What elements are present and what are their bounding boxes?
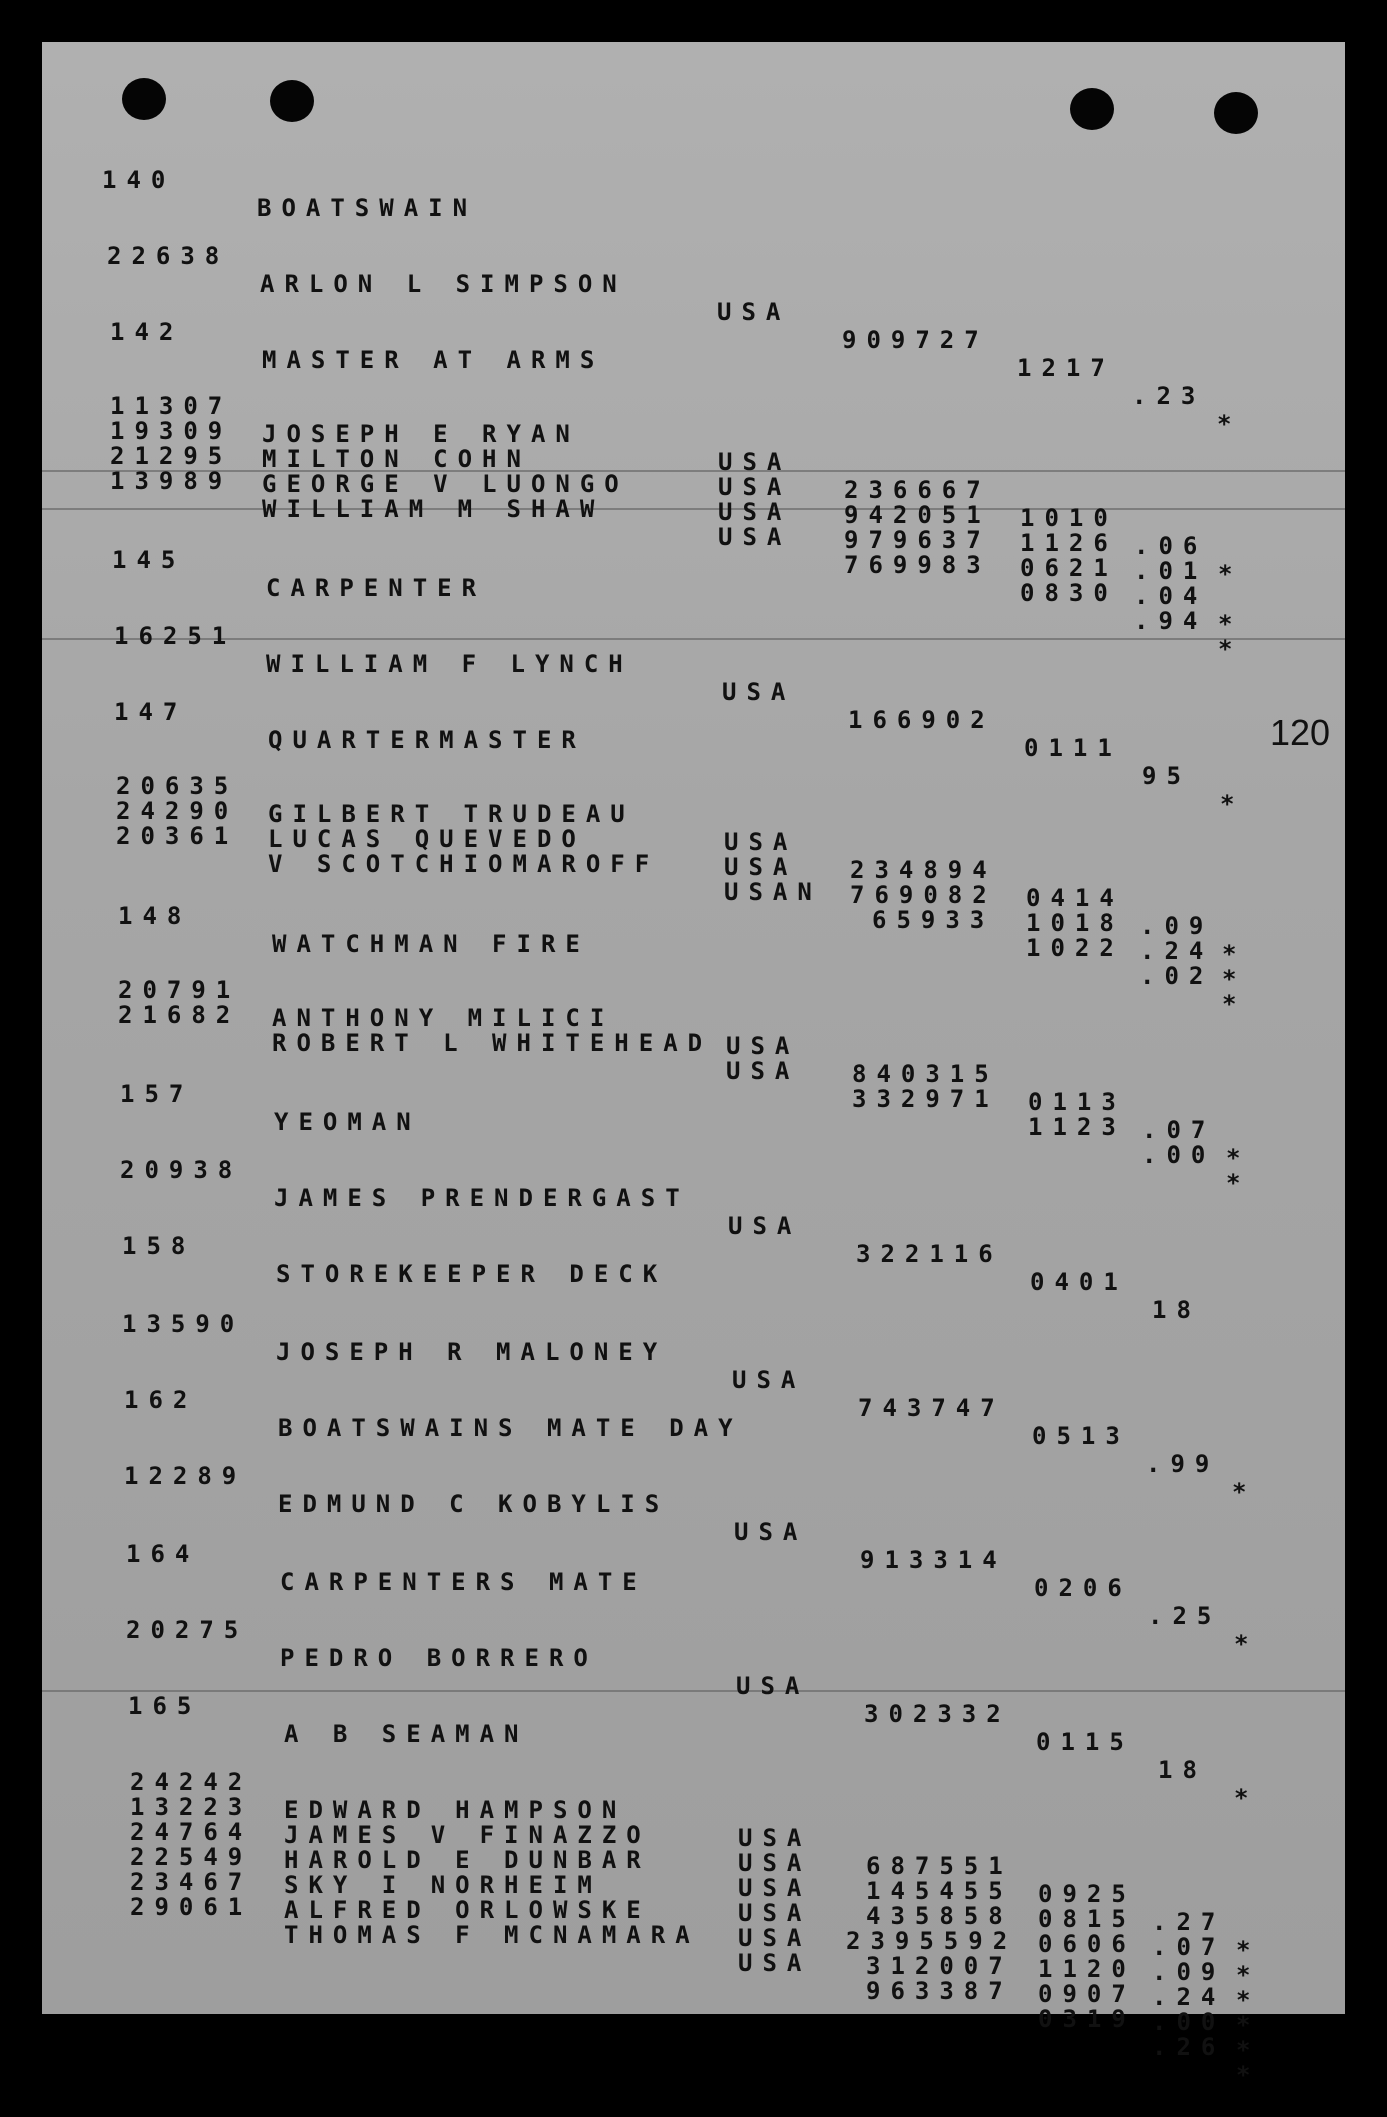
- value: .24: [1152, 1983, 1226, 2011]
- section-title: BOATSWAINS MATE DAY: [278, 1414, 743, 1442]
- nationality: USA: [734, 1518, 808, 1546]
- record-number: 236667: [844, 476, 991, 504]
- value: .26: [1152, 2033, 1226, 2061]
- crew-name: PEDRO BORRERO: [280, 1644, 598, 1672]
- fold-line: [42, 1690, 1345, 1692]
- record-number: 332971: [852, 1085, 999, 1113]
- section-code: 148: [118, 902, 192, 930]
- value: .02: [1140, 962, 1214, 990]
- section-code: 157: [120, 1080, 194, 1108]
- record-number: 963387: [866, 1977, 1013, 2005]
- record-number: 65933: [872, 906, 995, 934]
- date-code: 0815: [1038, 1905, 1136, 1933]
- crew-name: MILTON COHN: [262, 445, 531, 473]
- value: .27: [1152, 1908, 1226, 1936]
- mark: *: [1218, 560, 1243, 588]
- date-code: 0113: [1028, 1088, 1126, 1116]
- value: .94: [1134, 607, 1208, 635]
- mark: *: [1226, 1144, 1251, 1172]
- section-title: CARPENTER: [266, 574, 487, 602]
- crew-name: V SCOTCHIOMAROFF: [268, 850, 660, 878]
- nationality: USA: [738, 1824, 812, 1852]
- crew-name: ROBERT L WHITEHEAD: [272, 1029, 713, 1057]
- nationality: USA: [722, 678, 796, 706]
- crew-id: 22549: [130, 1843, 253, 1871]
- crew-id: 24290: [116, 797, 239, 825]
- crew-id: 19309: [110, 417, 233, 445]
- page-number: 120: [1270, 712, 1331, 753]
- crew-name: JAMES V FINAZZO: [284, 1821, 651, 1849]
- fold-line: [42, 470, 1345, 472]
- date-code: 1018: [1026, 909, 1124, 937]
- crew-id: 16251: [114, 622, 237, 650]
- value: .04: [1134, 582, 1208, 610]
- nationality: USA: [738, 1924, 812, 1952]
- mark: *: [1236, 1936, 1261, 1964]
- nationality: USA: [726, 1032, 800, 1060]
- mark: *: [1222, 940, 1247, 968]
- date-code: 0401: [1030, 1268, 1128, 1296]
- crew-name: EDMUND C KOBYLIS: [278, 1490, 670, 1518]
- mark: *: [1236, 2061, 1261, 2089]
- value: 18: [1158, 1756, 1207, 1784]
- date-code: 0319: [1038, 2005, 1136, 2033]
- nationality: USA: [718, 448, 792, 476]
- date-code: 0206: [1034, 1574, 1132, 1602]
- section-code: 162: [124, 1386, 198, 1414]
- date-code: 1022: [1026, 934, 1124, 962]
- value: .09: [1140, 912, 1214, 940]
- value: .00: [1142, 1141, 1216, 1169]
- punch-hole-1: [122, 78, 166, 120]
- section-title: WATCHMAN FIRE: [272, 930, 590, 958]
- crew-name: SKY I NORHEIM: [284, 1871, 602, 1899]
- section-code: 147: [114, 698, 188, 726]
- nationality: USA: [738, 1949, 812, 1977]
- crew-name: LUCAS QUEVEDO: [268, 825, 586, 853]
- crew-name: JOSEPH R MALONEY: [276, 1338, 668, 1366]
- section-code: 145: [112, 546, 186, 574]
- crew-id: 12289: [124, 1462, 247, 1490]
- mark: *: [1234, 1784, 1259, 1812]
- value: .00: [1152, 2008, 1226, 2036]
- nationality: USA: [726, 1057, 800, 1085]
- crew-id: 13989: [110, 467, 233, 495]
- section-code: 140: [102, 166, 176, 194]
- nationality: USA: [732, 1366, 806, 1394]
- date-code: 0115: [1036, 1728, 1134, 1756]
- crew-name: JOSEPH E RYAN: [262, 420, 580, 448]
- value: 95: [1142, 762, 1191, 790]
- fold-line: [42, 638, 1345, 640]
- date-code: 0925: [1038, 1880, 1136, 1908]
- document-page: [42, 42, 1345, 2089]
- punch-hole-4: [1214, 92, 1258, 134]
- mark: *: [1226, 1169, 1251, 1197]
- crew-name: THOMAS F MCNAMARA: [284, 1921, 700, 1949]
- crew-name: EDWARD HAMPSON: [284, 1796, 627, 1824]
- mark: *: [1218, 610, 1243, 638]
- crew-id: 21682: [118, 1001, 241, 1029]
- crew-id: 20275: [126, 1616, 249, 1644]
- section-title: BOATSWAIN: [257, 194, 478, 222]
- crew-id: 11307: [110, 392, 233, 420]
- section-title: STOREKEEPER DECK: [276, 1260, 668, 1288]
- date-code: 0513: [1032, 1422, 1130, 1450]
- crew-name: ALFRED ORLOWSKE: [284, 1896, 651, 1924]
- record-number: 769082: [850, 881, 997, 909]
- record-number: 302332: [864, 1700, 1011, 1728]
- crew-id: 23467: [130, 1868, 253, 1896]
- mark: *: [1234, 1630, 1259, 1658]
- value: 18: [1152, 1296, 1201, 1324]
- record-number: 322116: [856, 1240, 1003, 1268]
- nationality: USA: [717, 298, 791, 326]
- record-number: 840315: [852, 1060, 999, 1088]
- section-title: QUARTERMASTER: [268, 726, 586, 754]
- date-code: 0621: [1020, 554, 1118, 582]
- mark: *: [1236, 1961, 1261, 1989]
- nationality: USA: [738, 1849, 812, 1877]
- section-title: CARPENTERS MATE: [280, 1568, 647, 1596]
- crew-id: 20361: [116, 822, 239, 850]
- crew-id: 20938: [120, 1156, 243, 1184]
- date-code: 1010: [1020, 504, 1118, 532]
- crew-id: 29061: [130, 1893, 253, 1921]
- mark: *: [1236, 2036, 1261, 2064]
- value: .99: [1146, 1450, 1220, 1478]
- value: .09: [1152, 1958, 1226, 1986]
- value: .07: [1152, 1933, 1226, 1961]
- crew-name: ANTHONY MILICI: [272, 1004, 615, 1032]
- crew-id: 21295: [110, 442, 233, 470]
- value: .07: [1142, 1116, 1216, 1144]
- value: .24: [1140, 937, 1214, 965]
- record-number: 743747: [858, 1394, 1005, 1422]
- nationality: USA: [736, 1672, 810, 1700]
- record-number: 979637: [844, 526, 991, 554]
- crew-id: 24764: [130, 1818, 253, 1846]
- section-code: 164: [126, 1540, 200, 1568]
- crew-name: WILLIAM M SHAW: [262, 495, 605, 523]
- date-code: 0907: [1038, 1980, 1136, 2008]
- record-number: 435858: [866, 1902, 1013, 1930]
- mark: *: [1236, 2011, 1261, 2039]
- record-number: 913314: [860, 1546, 1007, 1574]
- date-code: 0414: [1026, 884, 1124, 912]
- mark: *: [1222, 965, 1247, 993]
- date-code: 1126: [1020, 529, 1118, 557]
- record-number: 769983: [844, 551, 991, 579]
- section-code: 165: [128, 1692, 202, 1720]
- punch-hole-2: [270, 80, 314, 122]
- record-number: 312007: [866, 1952, 1013, 1980]
- crew-id: 20791: [118, 976, 241, 1004]
- record-number: 145455: [866, 1877, 1013, 1905]
- date-code: 1120: [1038, 1955, 1136, 1983]
- mark: *: [1220, 790, 1245, 818]
- crew-id: 20635: [116, 772, 239, 800]
- record-number: 2395592: [846, 1927, 1018, 1955]
- value: .25: [1148, 1602, 1222, 1630]
- nationality: USA: [738, 1874, 812, 1902]
- record-number: 234894: [850, 856, 997, 884]
- date-code: 1217: [1017, 354, 1115, 382]
- fold-line: [42, 508, 1345, 510]
- section-title: MASTER AT ARMS: [262, 346, 605, 374]
- crew-name: WILLIAM F LYNCH: [266, 650, 633, 678]
- record-number: 942051: [844, 501, 991, 529]
- mark: *: [1232, 1478, 1257, 1506]
- nationality: USA: [718, 523, 792, 551]
- crew-id: 13590: [122, 1310, 245, 1338]
- nationality: USA: [724, 853, 798, 881]
- date-code: 0606: [1038, 1930, 1136, 1958]
- record-number: 909727: [842, 326, 989, 354]
- crew-name: GILBERT TRUDEAU: [268, 800, 635, 828]
- section-code: 142: [110, 318, 184, 346]
- value: .23: [1132, 382, 1206, 410]
- value: .01: [1134, 557, 1208, 585]
- nationality: USAN: [724, 878, 822, 906]
- nationality: USA: [724, 828, 798, 856]
- record-number: 166902: [848, 706, 995, 734]
- punch-hole-3: [1070, 88, 1114, 130]
- mark: *: [1217, 410, 1242, 438]
- crew-name: GEORGE V LUONGO: [262, 470, 629, 498]
- date-code: 0830: [1020, 579, 1118, 607]
- value: .06: [1134, 532, 1208, 560]
- nationality: USA: [728, 1212, 802, 1240]
- date-code: 0111: [1024, 734, 1122, 762]
- crew-name: ARLON L SIMPSON: [260, 270, 627, 298]
- crew-name: HAROLD E DUNBAR: [284, 1846, 651, 1874]
- crew-id: 24242: [130, 1768, 253, 1796]
- crew-id: 13223: [130, 1793, 253, 1821]
- date-code: 1123: [1028, 1113, 1126, 1141]
- crew-name: JAMES PRENDERGAST: [274, 1184, 690, 1212]
- nationality: USA: [718, 473, 792, 501]
- section-code: 158: [122, 1232, 196, 1260]
- section-title: YEOMAN: [274, 1108, 421, 1136]
- mark: *: [1218, 635, 1243, 663]
- nationality: USA: [718, 498, 792, 526]
- record-number: 687551: [866, 1852, 1013, 1880]
- section-title: A B SEAMAN: [284, 1720, 529, 1748]
- mark: *: [1222, 990, 1247, 1018]
- crew-id: 22638: [107, 242, 230, 270]
- mark: *: [1236, 1986, 1261, 2014]
- nationality: USA: [738, 1899, 812, 1927]
